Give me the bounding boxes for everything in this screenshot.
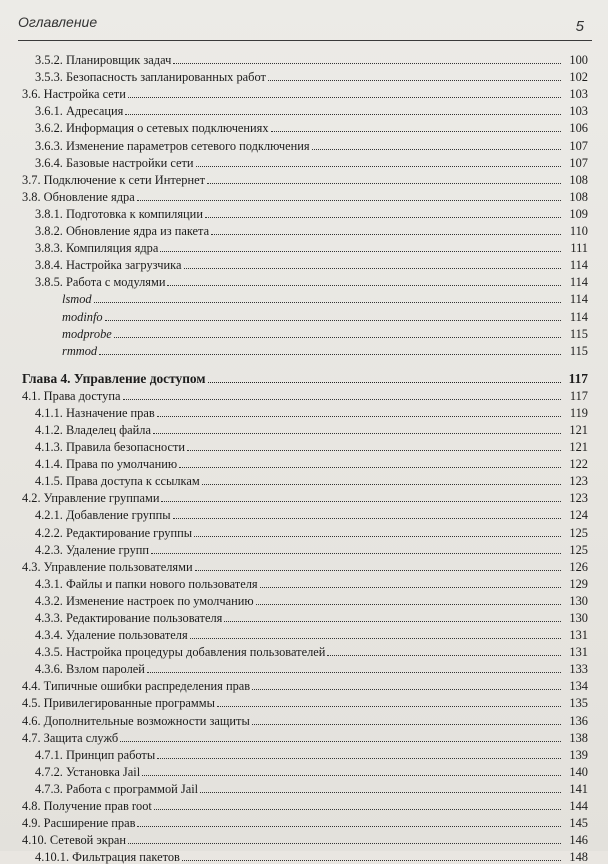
toc-entry-page: 102 (569, 70, 588, 85)
toc-entry-title: 4.10. Сетевой экран (22, 833, 127, 848)
toc-entry-title: 3.8.2. Обновление ядра из пакета (35, 224, 210, 239)
dot-leader (179, 467, 561, 468)
toc-entry-page: 130 (569, 593, 588, 608)
toc-entry[interactable] (22, 289, 588, 306)
toc-entry[interactable] (22, 830, 588, 847)
page-header (18, 10, 592, 41)
toc-entry-page: 125 (569, 525, 588, 540)
toc-entry-title: 3.6. Настройка сети (22, 87, 126, 102)
toc-entry-title: Глава 4. Управление доступом (22, 370, 206, 386)
dot-leader (114, 337, 561, 338)
dot-leader (151, 553, 561, 554)
toc-entry[interactable] (22, 221, 588, 238)
toc-entry[interactable] (22, 625, 588, 642)
toc-entry-title: 4.5. Привилегированные программы (22, 696, 215, 711)
dot-leader (123, 399, 562, 400)
running-head-title: Оглавление (18, 14, 98, 30)
toc-entry-page: 121 (569, 422, 588, 437)
toc-entry[interactable] (22, 728, 588, 745)
toc-entry[interactable] (22, 591, 588, 608)
toc-entry[interactable] (22, 847, 588, 864)
toc-entry[interactable] (22, 238, 588, 255)
toc-entry[interactable] (22, 324, 588, 341)
dot-leader (173, 518, 561, 519)
toc-entry-title: 4.1.2. Владелец файла (35, 422, 151, 437)
dot-leader (125, 114, 561, 115)
toc-entry[interactable] (22, 693, 588, 710)
toc-entry-title: 4.4. Типичные ошибки распределения прав (22, 679, 251, 694)
dot-leader (256, 604, 561, 605)
toc-entry-title: 4.3.3. Редактирование пользователя (35, 611, 223, 625)
toc-entry-title: lsmod (62, 292, 92, 307)
dot-leader (94, 302, 561, 303)
toc-entry-page: 108 (569, 172, 588, 187)
toc-entry[interactable] (22, 471, 588, 488)
toc-entry-page: 133 (569, 662, 588, 677)
toc-entry-page: 141 (569, 781, 588, 796)
toc-entry-title: 4.1. Права доступа (22, 388, 121, 403)
toc-entry-title: modinfo (62, 309, 103, 324)
toc-entry-page: 114 (569, 292, 588, 307)
dot-leader (268, 80, 561, 81)
toc-entry[interactable] (22, 306, 588, 323)
dot-leader (120, 741, 561, 742)
chapter-spacer (22, 358, 588, 368)
dot-leader (182, 860, 561, 861)
toc-entry-page: 103 (569, 87, 588, 102)
dot-leader (137, 200, 561, 201)
dot-leader (211, 234, 561, 235)
dot-leader (224, 621, 561, 622)
toc-entry[interactable] (22, 187, 588, 204)
toc-entry-title: 4.3. Управление пользователями (22, 559, 193, 574)
toc-entry-title: 4.1.3. Правила безопасности (35, 440, 186, 455)
toc-entry-title: 4.3.6. Взлом паролей (35, 662, 145, 677)
dot-leader (142, 775, 561, 776)
toc-entry-title: 3.8.5. Работа с модулями (35, 275, 166, 290)
toc-entry-title: 4.3.5. Настройка процедуры добавления пользователей (35, 645, 326, 660)
toc-entry-page: 134 (569, 679, 588, 694)
toc-entry[interactable] (22, 386, 588, 403)
toc-entry-page: 115 (569, 326, 588, 341)
toc-entry-page: 100 (569, 53, 588, 68)
toc-entry[interactable] (22, 574, 588, 591)
toc-entry-page: 138 (569, 730, 588, 745)
toc-entry[interactable] (22, 608, 588, 625)
dot-leader (147, 672, 561, 673)
toc-entry-page: 148 (569, 850, 588, 864)
toc-entry-title: 3.8.4. Настройка загрузчика (35, 258, 182, 273)
toc-entry[interactable] (22, 522, 588, 539)
toc-entry-page: 144 (569, 799, 588, 814)
dot-leader (260, 587, 561, 588)
dot-leader (128, 97, 561, 98)
toc-entry-title: 4.6. Дополнительные возможности защиты (22, 713, 250, 728)
page-number: 5 (575, 18, 584, 35)
toc-entry-title: 3.8.3. Компиляция ядра (35, 241, 159, 256)
toc-entry-page: 124 (569, 508, 588, 523)
toc-entry[interactable] (22, 813, 588, 830)
toc-entry[interactable] (22, 540, 588, 557)
dot-leader (128, 843, 561, 844)
toc-entry-title: 3.5.3. Безопасность запланированных работ (35, 70, 266, 85)
dot-leader (252, 689, 561, 690)
toc-entry[interactable] (22, 255, 588, 272)
toc-entry-title: 3.5.2. Планировщик задач (35, 53, 172, 68)
toc-entry-title: 3.7. Подключение к сети Интернет (22, 172, 205, 187)
toc-chapter-entry[interactable] (22, 368, 588, 386)
toc-entry-title: 4.8. Получение прав root (22, 799, 152, 814)
toc-entry-page: 114 (569, 309, 588, 324)
toc-entry-page: 139 (569, 747, 588, 762)
dot-leader (327, 655, 561, 656)
toc-entry-page: 114 (569, 275, 588, 290)
toc-entry-title: 4.1.5. Права доступа к ссылкам (35, 474, 200, 489)
toc-entry-page: 140 (569, 764, 588, 779)
toc-entry[interactable] (22, 153, 588, 170)
dot-leader (252, 724, 561, 725)
toc-entry[interactable] (22, 403, 588, 420)
dot-leader (312, 149, 561, 150)
toc-entry-title: 3.8. Обновление ядра (22, 189, 135, 204)
toc-entry-page: 131 (569, 628, 588, 643)
toc-entry-page: 123 (569, 491, 588, 506)
dot-leader (200, 792, 561, 793)
toc-entry-title: 4.3.1. Файлы и папки нового пользователя (35, 576, 258, 591)
dot-leader (99, 354, 561, 355)
toc-entry-page: 130 (569, 611, 588, 625)
toc-entry-page: 123 (569, 474, 588, 489)
dot-leader (173, 63, 561, 64)
toc-entry-title: 4.2.1. Добавление группы (35, 508, 171, 523)
dot-leader (105, 320, 561, 321)
toc-entry[interactable] (22, 272, 588, 289)
dot-leader (205, 217, 561, 218)
toc-entry-page: 103 (569, 104, 588, 119)
toc-entry-title: 4.10.1. Фильтрация пакетов (35, 850, 180, 864)
toc-entry-page: 119 (569, 405, 588, 420)
toc-entry-page: 122 (569, 457, 588, 472)
toc-entry-page: 114 (569, 258, 588, 273)
toc-entry-page: 107 (569, 138, 588, 153)
toc-entry[interactable] (22, 659, 588, 676)
toc-entry-title: 4.1.1. Назначение прав (35, 405, 155, 420)
toc-entry-title: rmmod (62, 343, 98, 358)
toc-entry[interactable] (22, 642, 588, 659)
toc-entry-page: 115 (569, 343, 588, 358)
toc-entry[interactable] (22, 341, 588, 358)
dot-leader (190, 638, 561, 639)
dot-leader (194, 536, 561, 537)
toc-entry[interactable] (22, 779, 588, 796)
toc-entry[interactable] (22, 170, 588, 187)
dot-leader (157, 416, 561, 417)
dot-leader (271, 131, 561, 132)
dot-leader (184, 268, 562, 269)
dot-leader (157, 758, 561, 759)
toc-entry[interactable] (22, 135, 588, 152)
toc-entry-page: 108 (569, 189, 588, 204)
dot-leader (195, 570, 561, 571)
dot-leader (196, 166, 561, 167)
toc-entry-title: 4.7.3. Работа с программой Jail (35, 781, 199, 796)
toc-entry-page: 146 (569, 833, 588, 848)
toc-entry[interactable] (22, 84, 588, 101)
toc-entry-page: 135 (569, 696, 588, 711)
toc-entry-page: 111 (570, 241, 588, 256)
toc-entry[interactable] (22, 762, 588, 779)
toc-entry[interactable] (22, 67, 588, 84)
toc-entry-title: 4.2.3. Удаление групп (35, 542, 150, 557)
toc-entry-title: 4.3.2. Изменение настроек по умолчанию (35, 593, 254, 608)
toc-entry-title: 4.1.4. Права по умолчанию (35, 457, 178, 472)
toc-entry-title: 3.6.3. Изменение параметров сетевого подключения (35, 138, 310, 153)
toc-entry[interactable] (22, 101, 588, 118)
toc-entry-page: 107 (569, 155, 588, 170)
toc-entry[interactable] (22, 505, 588, 522)
toc-entry[interactable] (22, 796, 588, 813)
toc-entry-title: 4.7.1. Принцип работы (35, 747, 156, 762)
toc-entry-page: 126 (569, 559, 588, 574)
toc-entry-page: 129 (569, 576, 588, 591)
toc-entry[interactable] (22, 50, 588, 67)
toc-entry[interactable] (22, 204, 588, 221)
dot-leader (137, 826, 561, 827)
dot-leader (202, 484, 561, 485)
table-of-contents (22, 50, 588, 864)
toc-entry[interactable] (22, 420, 588, 437)
toc-entry[interactable] (22, 557, 588, 574)
toc-entry-page: 125 (569, 542, 588, 557)
toc-entry-title: 4.9. Расширение прав (22, 816, 136, 831)
toc-entry-title: 4.7.2. Установка Jail (35, 764, 141, 779)
dot-leader (207, 183, 561, 184)
toc-entry-title: 3.8.1. Подготовка к компиляции (35, 206, 203, 221)
toc-entry-page: 121 (569, 440, 588, 455)
toc-entry-page: 106 (569, 121, 588, 136)
dot-leader (187, 450, 561, 451)
toc-entry[interactable] (22, 454, 588, 471)
toc-entry[interactable] (22, 676, 588, 693)
toc-entry-title: 3.6.2. Информация о сетевых подключениях (35, 121, 269, 136)
dot-leader (160, 251, 561, 252)
toc-entry-page: 117 (569, 388, 588, 403)
toc-entry-title: 3.6.4. Базовые настройки сети (35, 155, 194, 170)
toc-entry-page: 110 (569, 224, 588, 239)
dot-leader (208, 382, 562, 383)
dot-leader (154, 809, 561, 810)
toc-entry-page: 136 (569, 713, 588, 728)
toc-entry[interactable] (22, 488, 588, 505)
toc-entry-title: 4.3.4. Удаление пользователя (35, 628, 188, 643)
dot-leader (161, 501, 561, 502)
toc-entry-title: 4.7. Защита служб (22, 730, 119, 745)
toc-entry-page: 109 (569, 206, 588, 221)
toc-entry[interactable] (22, 118, 588, 135)
toc-entry[interactable] (22, 745, 588, 762)
toc-entry[interactable] (22, 710, 588, 727)
toc-entry-page: 131 (569, 645, 588, 660)
toc-entry[interactable] (22, 437, 588, 454)
toc-entry-title: 4.2. Управление группами (22, 491, 160, 506)
toc-entry-title: modprobe (62, 326, 112, 341)
toc-entry-page: 117 (568, 370, 588, 386)
dot-leader (167, 285, 561, 286)
toc-entry-title: 3.6.1. Адресация (35, 104, 124, 119)
toc-entry-title: 4.2.2. Редактирование группы (35, 525, 193, 540)
dot-leader (217, 706, 561, 707)
dot-leader (153, 433, 561, 434)
toc-entry-page: 145 (569, 816, 588, 831)
